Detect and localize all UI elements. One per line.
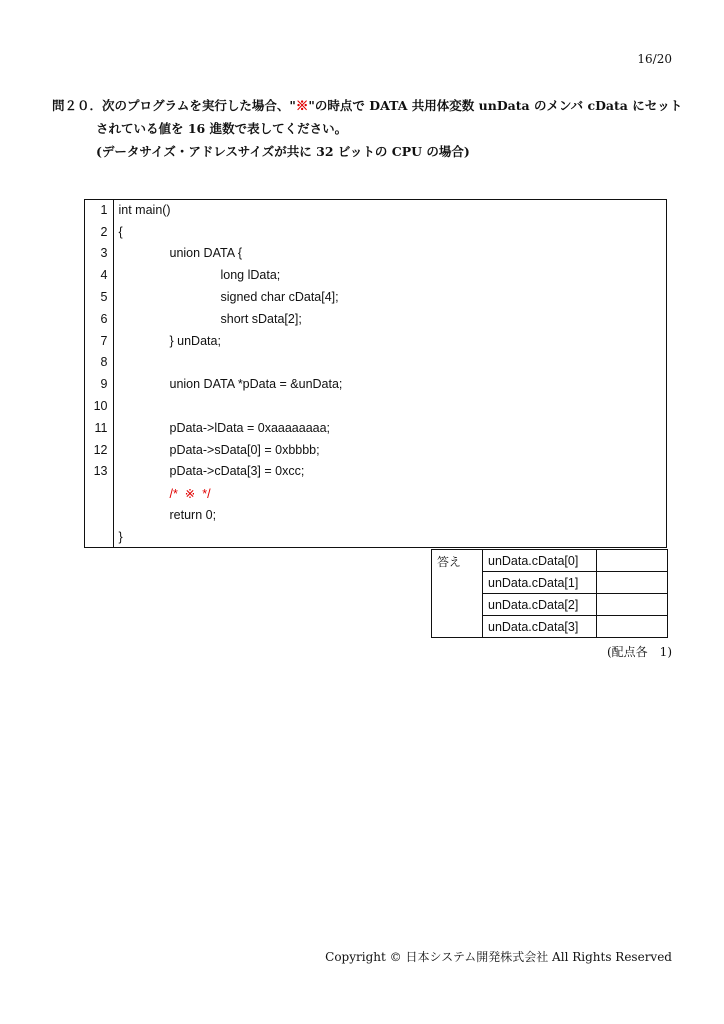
answer-field[interactable] <box>597 572 668 594</box>
question-line-2: されている値を 16 進数で表してください。 <box>96 121 348 136</box>
code-text: int main() <box>118 202 171 217</box>
line-number <box>84 482 113 504</box>
question-line-3: (データサイズ・アドレスサイズが共に 32 ビットの CPU の場合) <box>96 144 470 159</box>
code-line <box>84 286 667 308</box>
code-listing <box>84 199 667 548</box>
code-line <box>84 482 667 504</box>
line-number: 5 <box>84 286 113 308</box>
answer-variable: unData.cData[2] <box>483 594 597 616</box>
code-text: pData->lData = 0xaaaaaaaa; <box>169 420 331 435</box>
code-text: short sData[2]; <box>220 311 302 326</box>
code-line <box>84 330 667 352</box>
code-text: union DATA *pData = &unData; <box>169 377 343 392</box>
code-comment-mark: /* ※ */ <box>169 486 211 501</box>
code-text: return 0; <box>169 508 217 523</box>
copyright: Copyright © 日本システム開発株式会社 All Rights Reserved <box>325 950 672 964</box>
question-line-1 <box>52 94 682 117</box>
code-text: pData->cData[3] = 0xcc; <box>169 464 305 479</box>
line-number: 9 <box>84 373 113 395</box>
answer-row <box>432 550 668 572</box>
question-text <box>52 94 682 163</box>
line-number: 4 <box>84 264 113 286</box>
line-number: 1 <box>84 199 113 221</box>
answer-variable: unData.cData[1] <box>483 572 597 594</box>
code-line <box>84 308 667 330</box>
line-number <box>84 504 113 526</box>
code-line <box>84 352 667 374</box>
code-text: long lData; <box>220 268 281 283</box>
line-number <box>84 526 113 548</box>
line-number: 11 <box>84 417 113 439</box>
line-number: 3 <box>84 243 113 265</box>
line-number: 8 <box>84 352 113 374</box>
code-text: union DATA { <box>169 246 242 261</box>
line-number: 12 <box>84 439 113 461</box>
code-line <box>84 417 667 439</box>
code-line <box>84 439 667 461</box>
answer-variable: unData.cData[3] <box>483 616 597 638</box>
answer-variable: unData.cData[0] <box>483 550 597 572</box>
line-number: 13 <box>84 461 113 483</box>
code-text: } unData; <box>169 333 221 348</box>
code-line <box>84 526 667 548</box>
code-line <box>84 373 667 395</box>
code-text <box>113 352 667 374</box>
line-number: 7 <box>84 330 113 352</box>
code-text: } <box>118 529 123 544</box>
line-number: 6 <box>84 308 113 330</box>
code-text <box>113 395 667 417</box>
answer-field[interactable] <box>597 616 668 638</box>
page-number: 16/20 <box>637 52 672 66</box>
code-line <box>84 264 667 286</box>
answer-label: 答え <box>432 550 483 638</box>
code-line <box>84 221 667 243</box>
code-line <box>84 243 667 265</box>
question-line-1-end: "の時点で DATA 共用体変数 unData のメンバ cData にセット <box>308 98 683 113</box>
points-note: (配点各 1) <box>607 645 672 659</box>
question-line-1-start: 問２０．次のプログラムを実行した場合、" <box>52 98 296 113</box>
code-line <box>84 461 667 483</box>
code-line <box>84 504 667 526</box>
line-number: 2 <box>84 221 113 243</box>
code-line <box>84 199 667 221</box>
code-text: signed char cData[4]; <box>220 290 339 305</box>
answer-field[interactable] <box>597 550 668 572</box>
answer-field[interactable] <box>597 594 668 616</box>
answer-table <box>431 549 668 638</box>
code-text: pData->sData[0] = 0xbbbb; <box>169 442 320 457</box>
code-line <box>84 395 667 417</box>
reference-mark: ※ <box>295 98 309 113</box>
code-text: { <box>118 224 123 239</box>
line-number: 10 <box>84 395 113 417</box>
